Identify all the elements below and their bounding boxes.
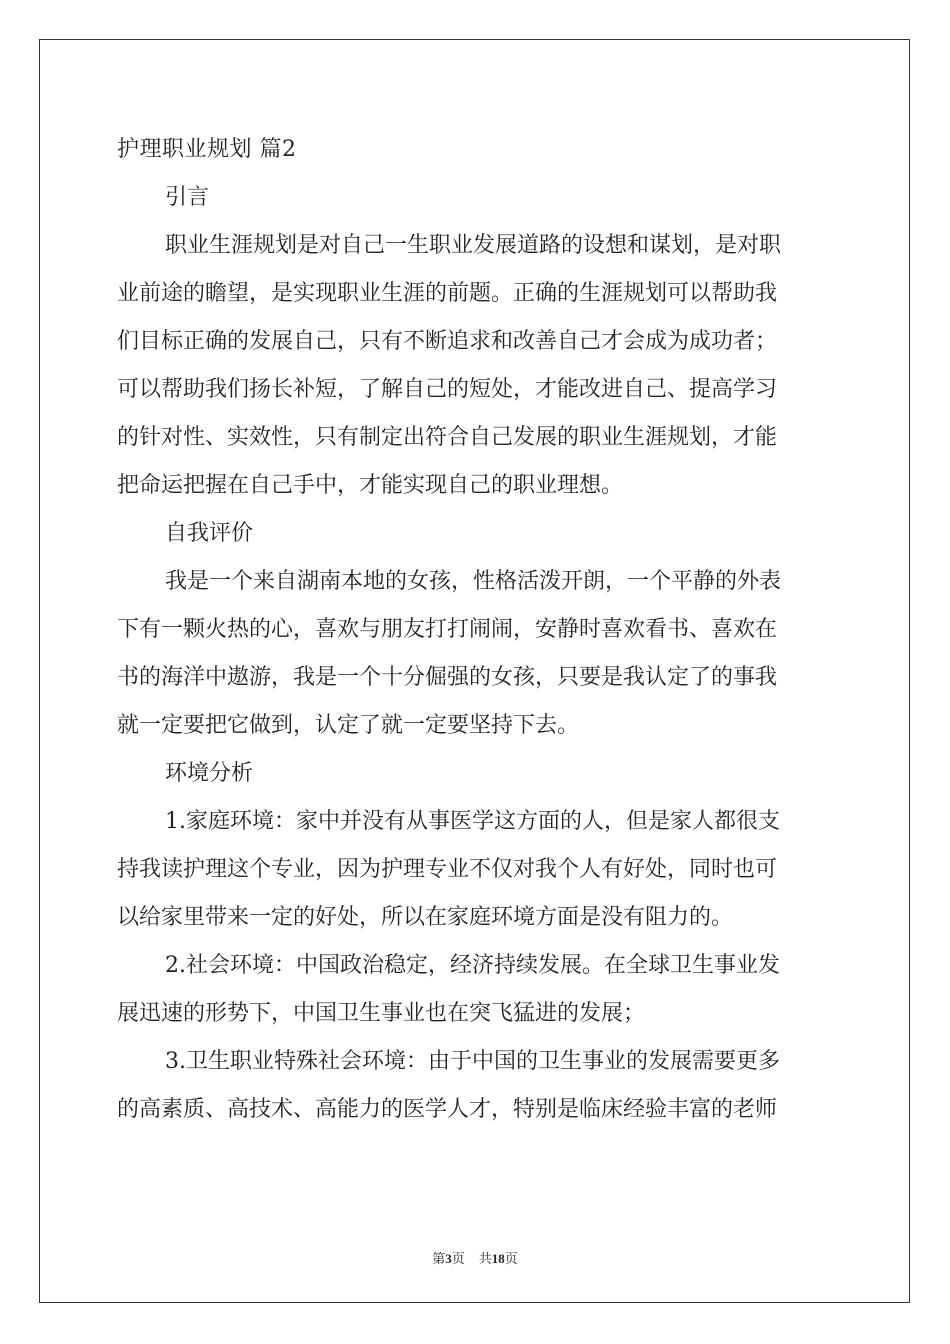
paragraph-line: 把命运把握在自己手中，才能实现自己的职业理想。 bbox=[117, 473, 624, 498]
page-suffix: 页 bbox=[451, 1251, 465, 1266]
paragraph-line: 职业生涯规划是对自己一生职业发展道路的设想和谋划，是对职 bbox=[165, 233, 782, 258]
paragraph-line: 们目标正确的发展自己，只有不断追求和改善自己才会成为成功者； bbox=[117, 329, 778, 354]
paragraph-line: 书的海洋中遨游，我是一个十分倔强的女孩，只要是我认定了的事我 bbox=[117, 665, 778, 690]
paragraph-line: 展迅速的形势下，中国卫生事业也在突飞猛进的发展； bbox=[117, 1001, 646, 1026]
paragraph-health-profession-environment bbox=[117, 1038, 833, 1134]
paragraph-self-evaluation bbox=[117, 558, 833, 750]
total-pages: 18 bbox=[491, 1251, 505, 1266]
document-body bbox=[117, 126, 833, 1134]
paragraph-line: 可以帮助我们扬长补短，了解自己的短处，才能改进自己、提高学习 bbox=[117, 377, 778, 402]
paragraph-introduction bbox=[117, 222, 833, 510]
paragraph-line: 3.卫生职业特殊社会环境：由于中国的卫生事业的发展需要更多 bbox=[165, 1049, 780, 1074]
page-number: 3 bbox=[445, 1251, 452, 1266]
section-heading-self-evaluation: 自我评价 bbox=[165, 521, 254, 546]
paragraph-line: 我是一个来自湖南本地的女孩，性格活泼开朗，一个平静的外表 bbox=[165, 569, 782, 594]
page-prefix: 第 bbox=[432, 1251, 446, 1266]
paragraph-family-environment bbox=[117, 798, 833, 942]
paragraph-line: 以给家里带来一定的好处，所以在家庭环境方面是没有阻力的。 bbox=[117, 905, 734, 930]
paragraph-line: 1.家庭环境：家中并没有从事医学这方面的人，但是家人都很支 bbox=[165, 809, 780, 834]
paragraph-line: 业前途的瞻望，是实现职业生涯的前题。正确的生涯规划可以帮助我 bbox=[117, 281, 778, 306]
section-heading-introduction: 引言 bbox=[165, 185, 210, 210]
total-prefix: 共 bbox=[478, 1251, 492, 1266]
total-suffix: 页 bbox=[504, 1251, 518, 1266]
page-footer bbox=[0, 1248, 950, 1267]
paragraph-line: 就一定要把它做到，认定了就一定要坚持下去。 bbox=[117, 713, 580, 738]
paragraph-social-environment bbox=[117, 942, 833, 1038]
paragraph-line: 下有一颗火热的心，喜欢与朋友打打闹闹，安静时喜欢看书、喜欢在 bbox=[117, 617, 778, 642]
paragraph-line: 2.社会环境：中国政治稳定，经济持续发展。在全球卫生事业发 bbox=[165, 953, 780, 978]
paragraph-line: 持我读护理这个专业，因为护理专业不仅对我个人有好处，同时也可 bbox=[117, 857, 778, 882]
paragraph-line: 的高素质、高技术、高能力的医学人才，特别是临床经验丰富的老师 bbox=[117, 1097, 778, 1122]
document-heading: 护理职业规划 篇2 bbox=[117, 137, 297, 162]
paragraph-line: 的针对性、实效性，只有制定出符合自己发展的职业生涯规划，才能 bbox=[117, 425, 778, 450]
section-heading-environment-analysis: 环境分析 bbox=[165, 761, 254, 786]
